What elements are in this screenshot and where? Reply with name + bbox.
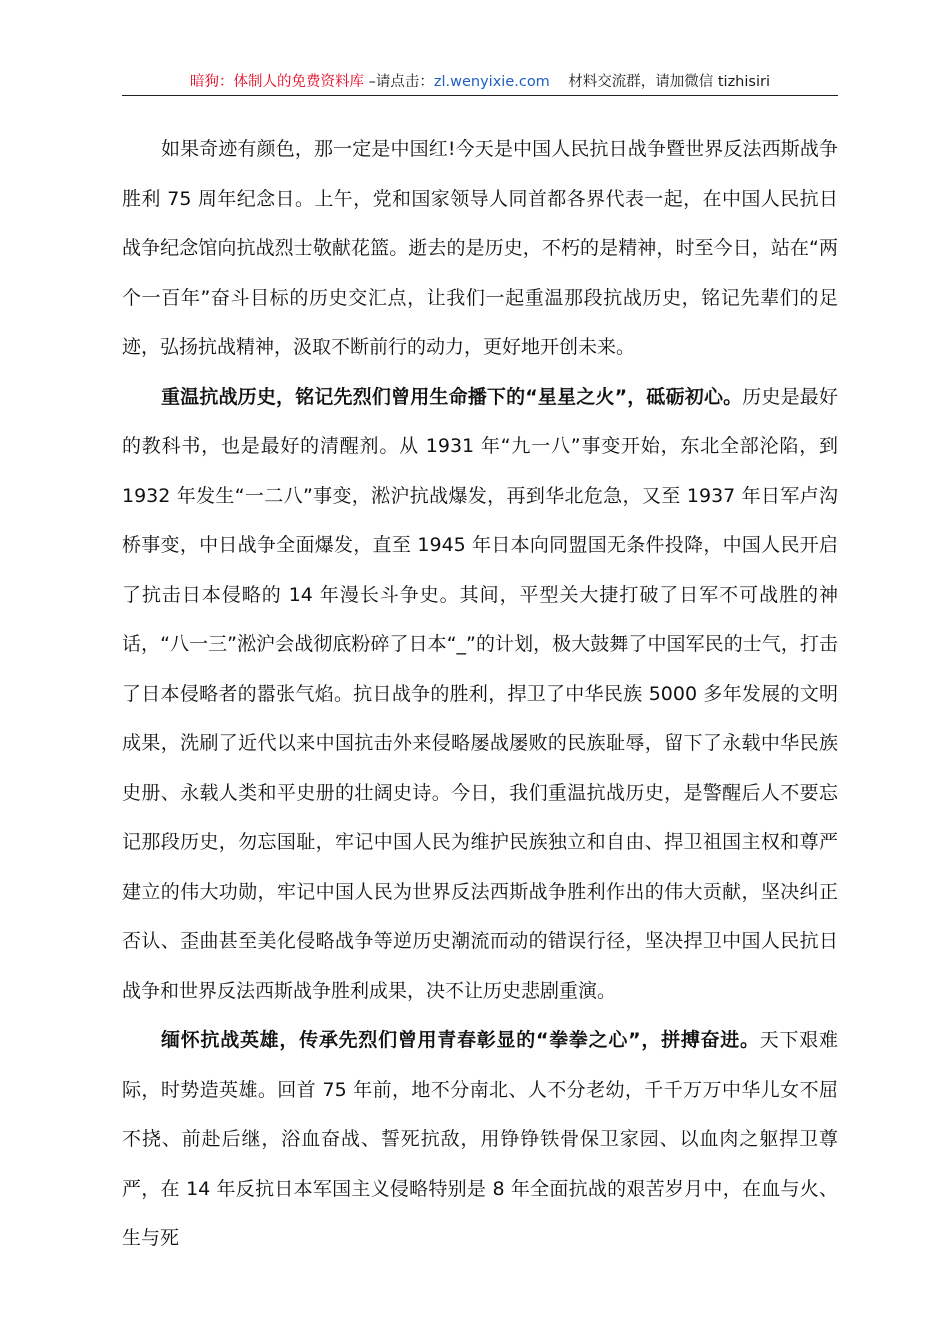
- header-site-name[interactable]: 暗狗：体制人的免费资料库: [190, 74, 365, 90]
- header-prompt: –请点击：: [364, 74, 434, 90]
- paragraph-lead: 重温抗战历史，铭记先烈们曾用生命播下的“星星之火”，砥砺初心。: [161, 385, 743, 408]
- paragraph-body: 天下艰难际，时势造英雄。回首 75 年前，地不分南北、人不分老幼，千千万万中华儿女不屈不挠、前赴后继，浴血奋战、誓死抗敌，用铮铮铁骨保卫家园、以血肉之躯捍卫尊严，在 14 年反抗日本军国主义侵略特别是 8 年全面抗战的艰苦岁月中，在血与火、生与死: [122, 1029, 838, 1249]
- paragraph-body: 历史是最好的教科书，也是最好的清醒剂。从 1931 年“九一八”事变开始，东北全部沦陷，到 1932 年发生“一二八”事变，淞沪抗战爆发，再到华北危急，又至 1937 年日军卢沟桥事变，中日战争全面爆发，直至 1945 年日本向同盟国无条件投降，中国人民开启了抗击日本侵略的 14 年漫长斗争史。其间，平型关大捷打破了日军不可战胜的神话，“八一三”淞沪会战彻底粉碎了日本“_”的计划，极大鼓舞了中国军民的士气，打击了日本侵略者的嚣张气焰。抗日战争的胜利，捍卫了中华民族 5000 多年发展的文明成果，洗刷了近代以来中国抗击外来侵略屡战屡败的民族耻辱，留下了永载中华民族史册、永载人类和平史册的壮阔史诗。今日，我们重温抗战历史，是警醒后人不要忘记那段历史，勿忘国耻，牢记中国人民为维护民族独立和自由、捍卫祖国主权和尊严建立的伟大功勋，牢记中国人民为世界反法西斯战争胜利作出的伟大贡献，坚决纠正否认、歪曲甚至美化侵略战争等逆历史潮流而动的错误行径，坚决捍卫中国人民抗日战争和世界反法西斯战争胜利成果，决不让历史悲剧重演。: [122, 385, 838, 1002]
- paragraph-body: 如果奇迹有颜色，那一定是中国红!今天是中国人民抗日战争暨世界反法西斯战争胜利 75 周年纪念日。上午，党和国家领导人同首都各界代表一起，在中国人民抗日战争纪念馆向抗战烈士敬献花篮。逝去的是历史，不朽的是精神，时至今日，站在“两个一百年”奋斗目标的历史交汇点，让我们一起重温那段抗战历史，铭记先辈们的足迹，弘扬抗战精神，汲取不断前行的动力，更好地开创未来。: [122, 138, 838, 358]
- header-wechat-note: 材料交流群，请加微信 tizhisiri: [568, 74, 770, 90]
- page-header: [122, 70, 838, 94]
- header-divider: [122, 95, 838, 96]
- article-body: [122, 125, 838, 1264]
- paragraph-history: [122, 373, 838, 1017]
- header-url-link[interactable]: zl.wenyixie.com: [433, 74, 550, 90]
- paragraph-heroes: [122, 1016, 838, 1264]
- paragraph-intro: [122, 125, 838, 373]
- paragraph-lead: 缅怀抗战英雄，传承先烈们曾用青春彰显的“拳拳之心”，拼搏奋进。: [161, 1029, 760, 1051]
